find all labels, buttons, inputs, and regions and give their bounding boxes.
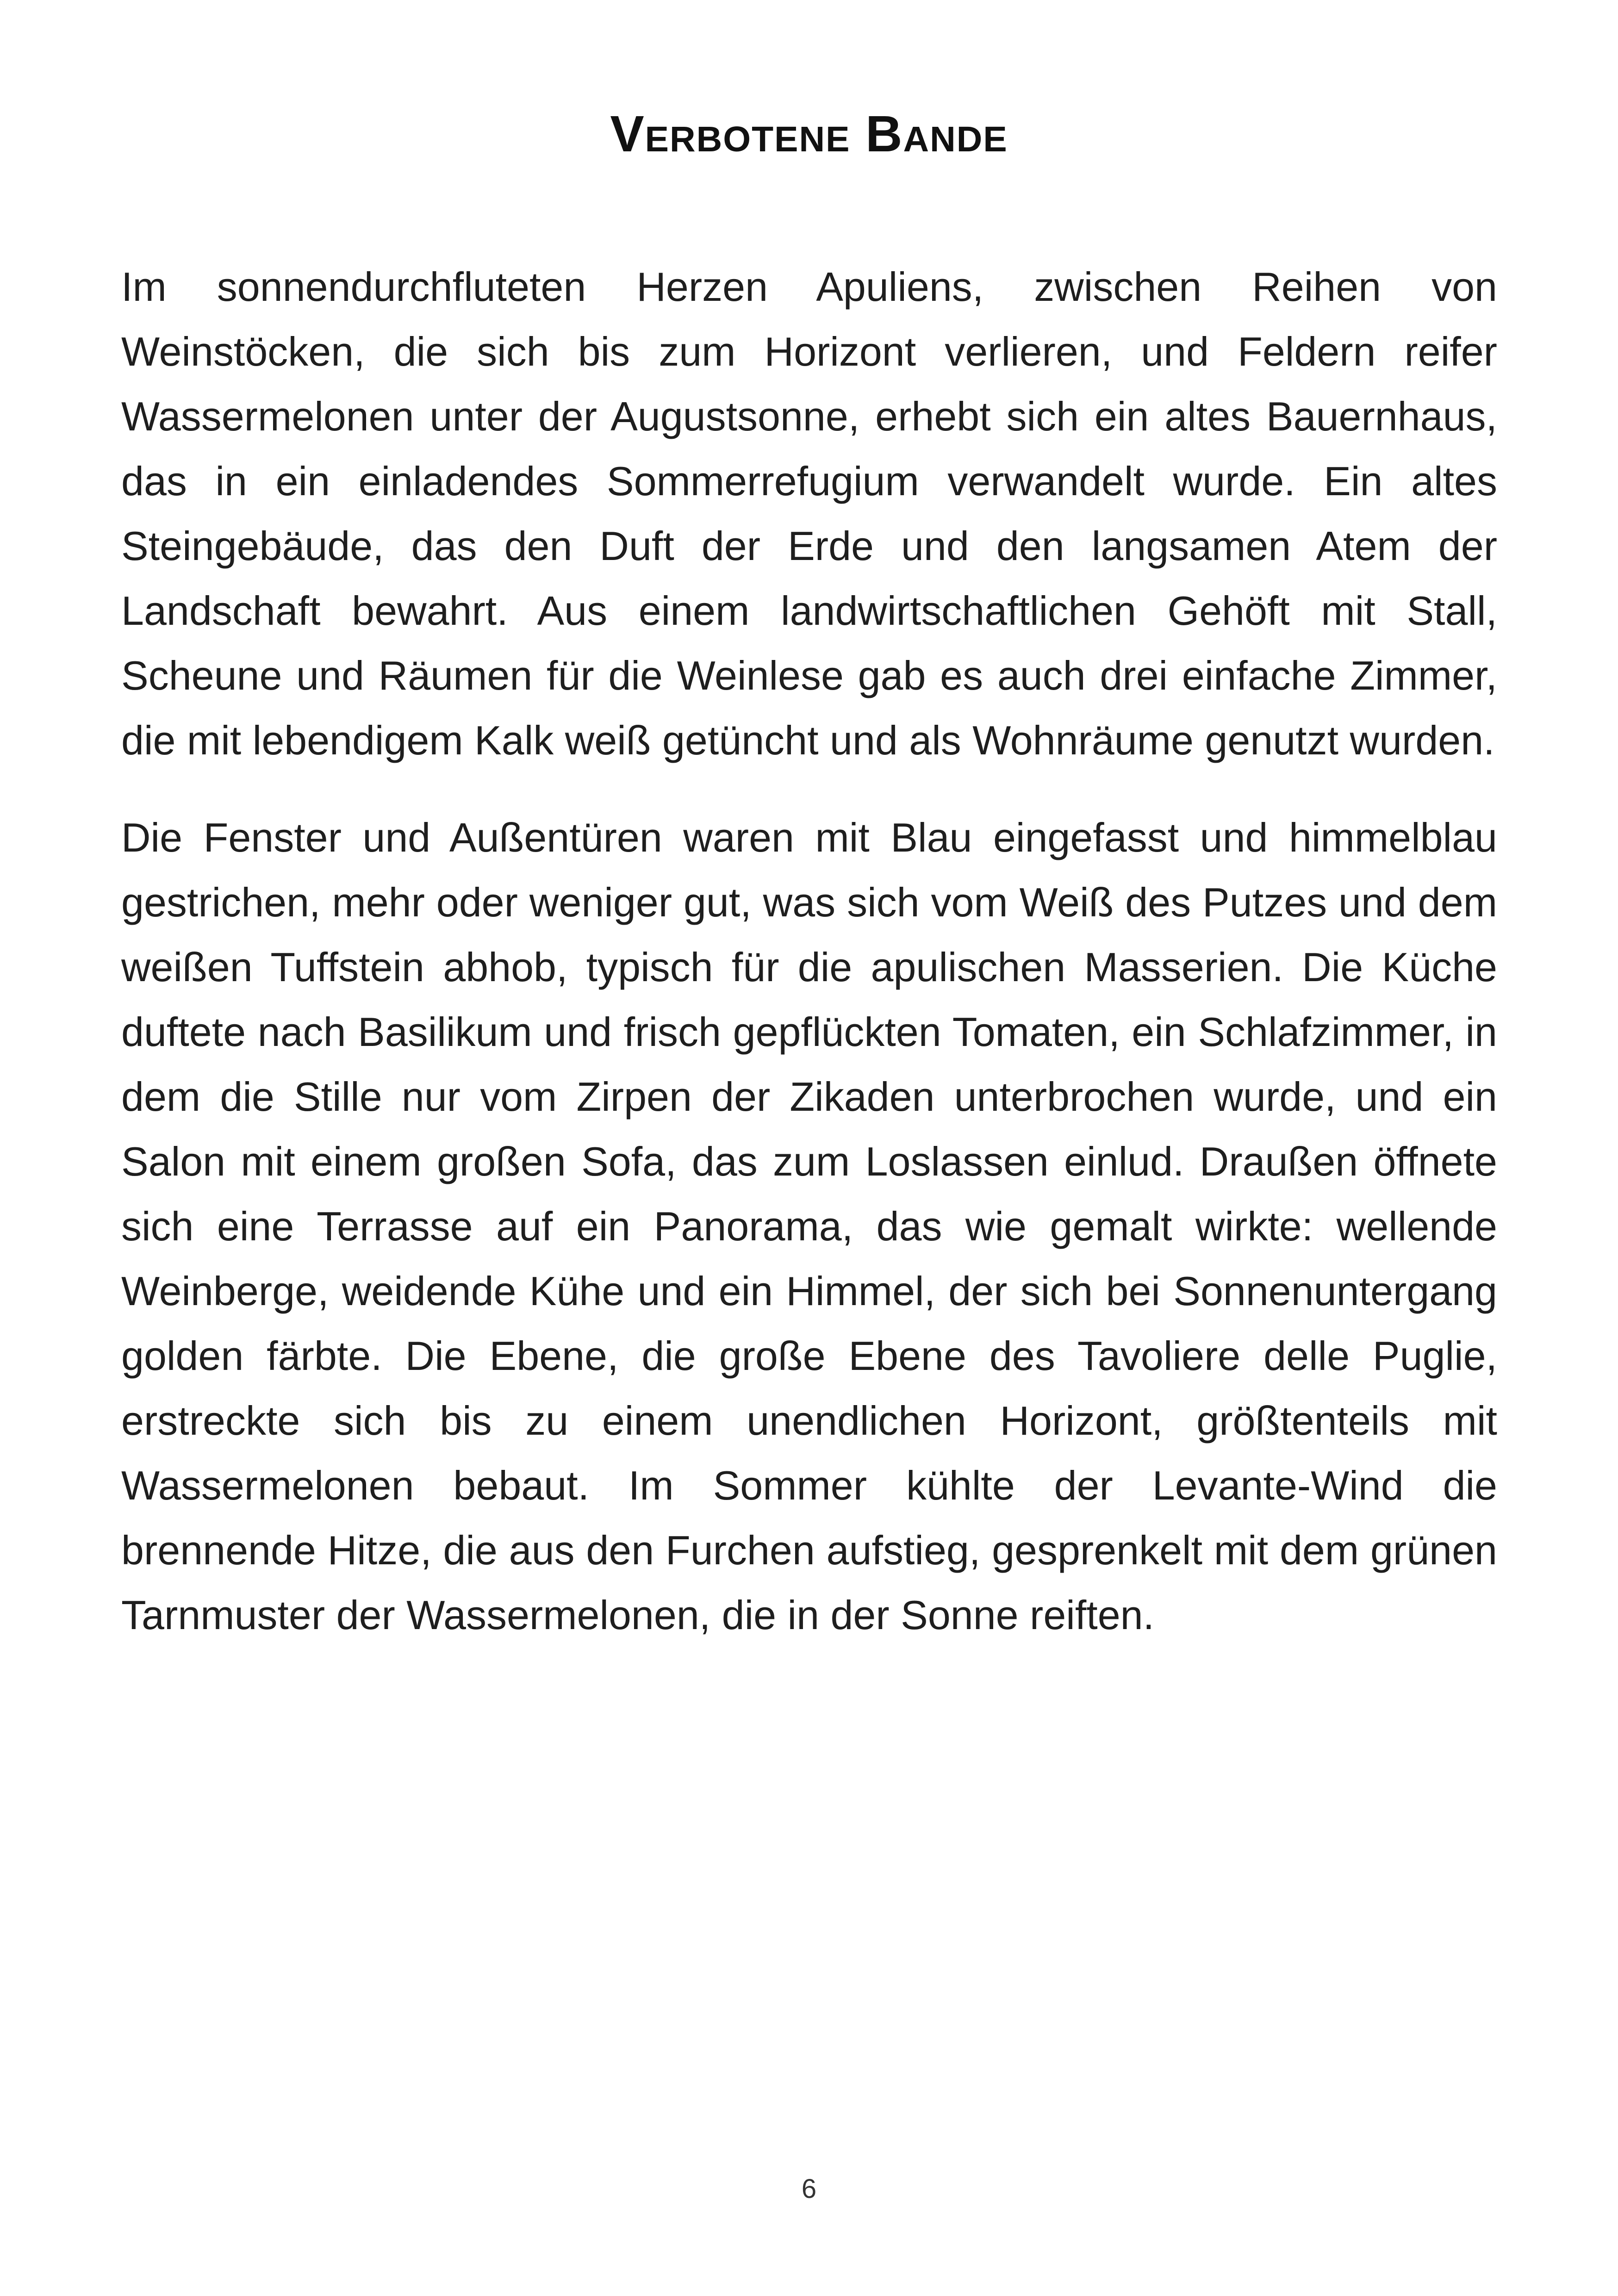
page-number: 6 xyxy=(801,2174,817,2204)
paragraph: Die Fenster und Außentüren waren mit Blau eingefasst und himmelblau gestrichen, mehr oder weniger gut, was sich vom Weiß des Putzes und dem weißen Tuffstein abhob, typisch für die apulischen Masserien. Die Küche duftete nach Basilikum und frisch gepflückten Tomaten, ein Schlafzimmer, in dem die Stille nur vom Zirpen der Zikaden unterbrochen wurde, und ein Salon mit einem großen Sofa, das zum Loslassen einlud. Draußen öffnete sich eine Terrasse auf ein Panorama, das wie gemalt wirkte: wellende Weinberge, weidende Kühe und ein Himmel, der sich bei Sonnenuntergang golden färbte. Die Ebene, die große Ebene des Tavoliere delle Puglie, erstreckte sich bis zu einem unendlichen Horizont, größtenteils mit Wassermelonen bebaut. Im Sommer kühlte der Levante-Wind die brennende Hitze, die aus den Furchen aufstieg, gesprenkelt mit dem grünen Tarnmuster der Wassermelonen, die in der Sonne reiften. xyxy=(121,815,1497,1638)
paragraph: Im sonnendurchfluteten Herzen Apuliens, zwischen Reihen von Weinstöcken, die sich bis zum Horizont verlieren, und Feldern reifer Wassermelonen unter der Augustsonne, erhebt sich ein altes Bauernhaus, das in ein einladendes Sommerrefugium verwandelt wurde. Ein altes Steingebäude, das den Duft der Erde und den langsamen Atem der Landschaft bewahrt. Aus einem landwirtschaftlichen Gehöft mit Stall, Scheune und Räumen für die Weinlese gab es auch drei einfache Zimmer, die mit lebendigem Kalk weiß getüncht und als Wohnräume genutzt wurden. xyxy=(121,264,1497,763)
chapter-body xyxy=(121,255,1497,1680)
chapter-title: Verbotene Bande xyxy=(610,106,1008,162)
